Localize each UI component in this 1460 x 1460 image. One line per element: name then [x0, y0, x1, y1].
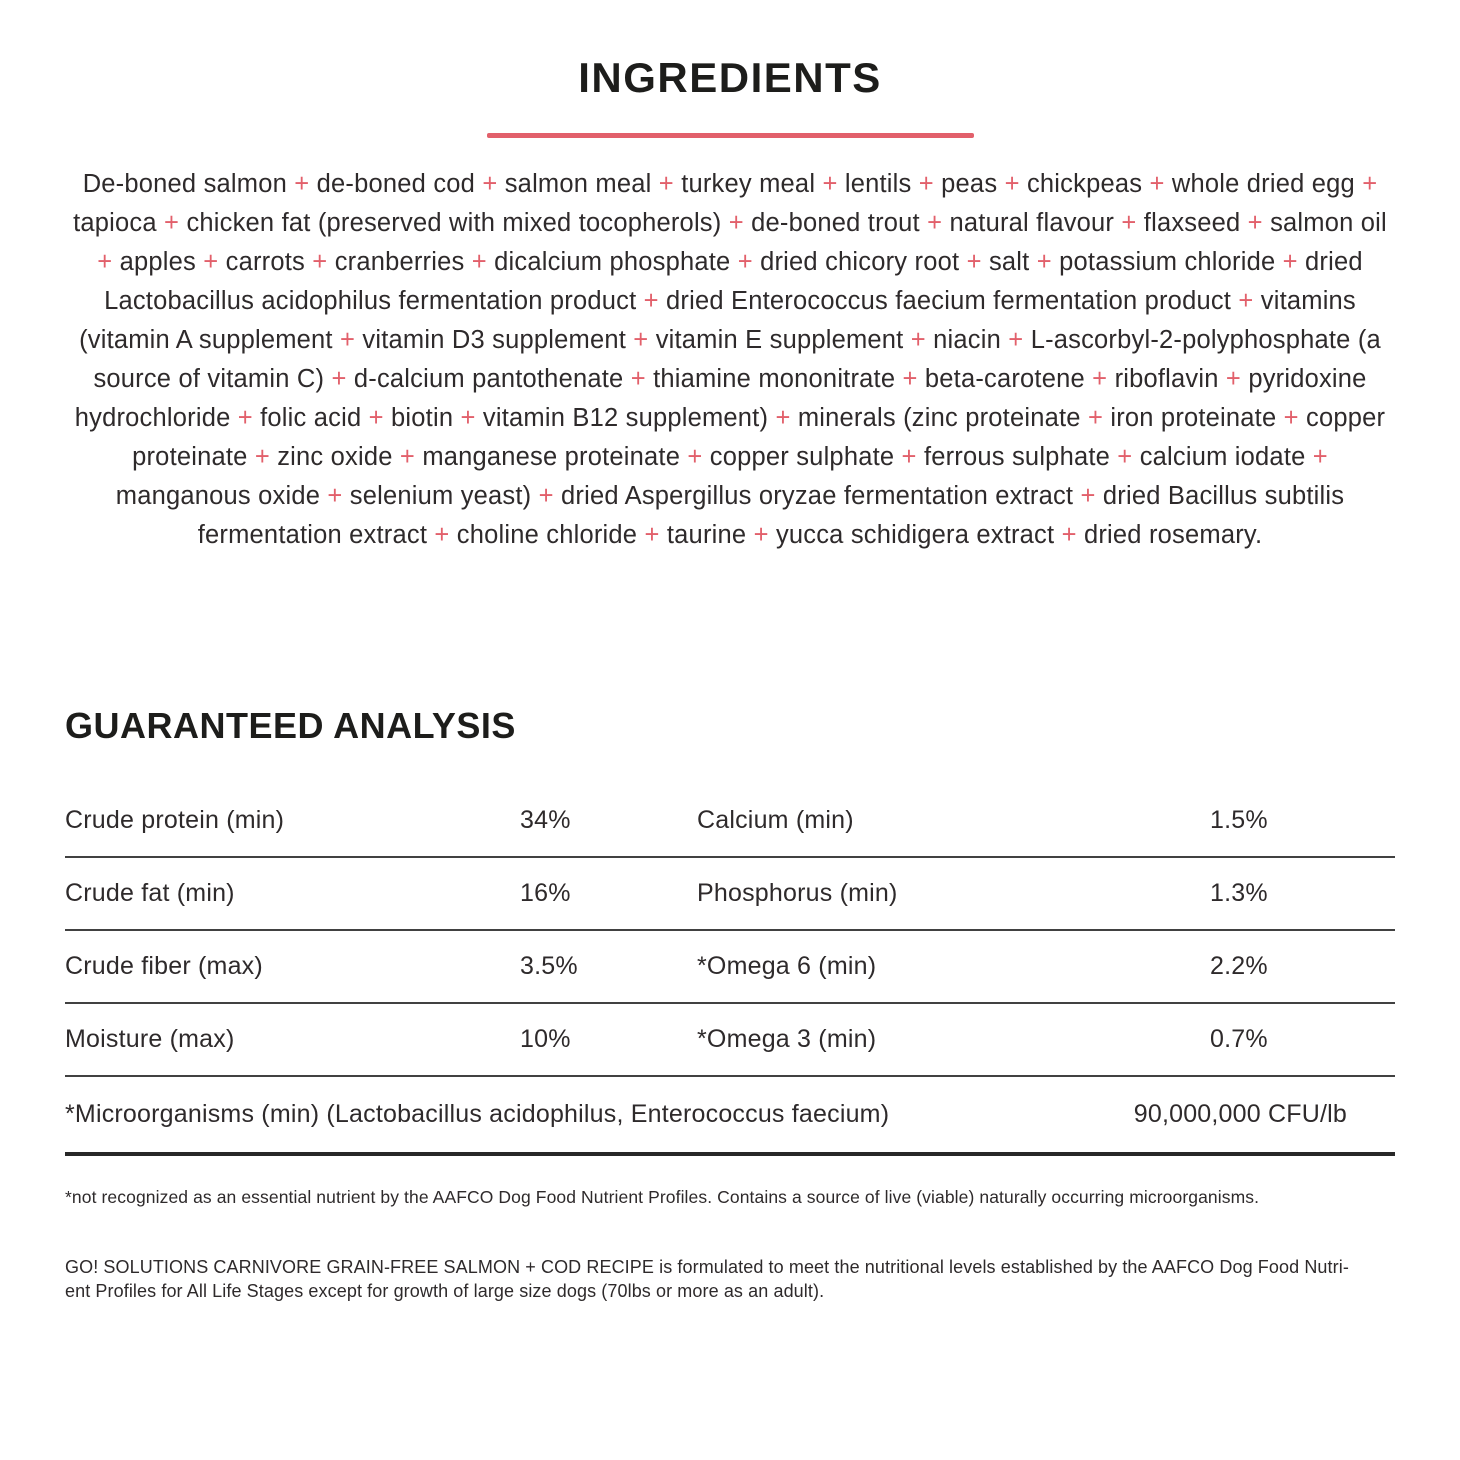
plus-separator: + — [633, 326, 649, 354]
asterisk-footnote: *not recognized as an essential nutrient by the AAFCO Dog Food Nutrient Profiles. Contains a source of live (viable) naturally occurring microorganisms. — [65, 1187, 1260, 1207]
aafco-statement — [65, 1255, 1395, 1303]
plus-separator: + — [1080, 482, 1096, 510]
plus-separator: + — [1008, 326, 1024, 354]
analysis-row-protein-calcium — [65, 785, 1395, 858]
ingredient-item: chickpeas — [1026, 170, 1143, 198]
nutrient-label: Crude protein (min) — [65, 806, 285, 834]
plus-separator: + — [1117, 443, 1133, 471]
plus-separator: + — [1238, 287, 1254, 315]
plus-separator: + — [918, 170, 934, 198]
plus-separator: + — [902, 365, 918, 393]
ingredient-item: minerals (zinc proteinate — [797, 404, 1081, 432]
ingredients-paragraph — [69, 165, 1391, 555]
ingredient-item: de-boned trout — [751, 209, 920, 237]
plus-separator: + — [1283, 404, 1299, 432]
ingredient-item: biotin — [391, 404, 454, 432]
ingredient-item: vitamin B12 supplement) — [482, 404, 769, 432]
guaranteed-analysis-table — [65, 785, 1395, 1156]
analysis-row-fiber-omega6 — [65, 931, 1395, 1004]
plus-separator: + — [399, 443, 416, 471]
nutrient-label: Crude fiber (max) — [65, 952, 263, 980]
ingredient-item: de-boned cod — [316, 170, 476, 198]
ingredient-item: choline chloride — [456, 521, 638, 549]
ingredient-item: turkey meal — [681, 170, 816, 198]
ingredient-item: vitamin E supplement — [655, 326, 904, 354]
ingredient-item: manganese proteinate — [422, 443, 681, 471]
ingredients-underline-rule — [487, 133, 974, 138]
plus-separator: + — [1282, 248, 1298, 276]
plus-separator: + — [1061, 521, 1077, 549]
ingredient-item: vitamins (vitamin A supplement — [79, 287, 1356, 354]
nutrient-value: 1.3% — [1210, 879, 1268, 907]
ingredient-item: cranberries — [334, 248, 465, 276]
plus-separator: + — [1121, 209, 1137, 237]
ingredient-item: salt — [988, 248, 1030, 276]
plus-separator: + — [97, 248, 113, 276]
plus-separator: + — [1362, 170, 1378, 198]
plus-separator: + — [927, 209, 943, 237]
nutrient-value: 2.2% — [1210, 952, 1268, 980]
ingredient-item: dried chicory root — [760, 248, 960, 276]
plus-separator: + — [910, 326, 926, 354]
plus-separator: + — [966, 248, 982, 276]
plus-separator: + — [1004, 170, 1020, 198]
ingredient-item: taurine — [666, 521, 747, 549]
ingredient-item: flaxseed — [1143, 209, 1241, 237]
plus-separator: + — [644, 521, 660, 549]
analysis-row-fat-phosphorus — [65, 858, 1395, 931]
plus-separator: + — [1312, 443, 1328, 471]
analysis-row-microorganisms — [65, 1077, 1395, 1156]
ingredient-item: apples — [119, 248, 196, 276]
nutrient-label: Phosphorus (min) — [697, 879, 898, 907]
plus-separator: + — [254, 443, 270, 471]
analysis-row-moisture-omega3 — [65, 1004, 1395, 1077]
ingredient-item: beta-carotene — [924, 365, 1085, 393]
ingredient-item: chicken fat (preserved with mixed tocopherols) — [186, 209, 722, 237]
aafco-statement-line2: ent Profiles for All Life Stages except for growth of large size dogs (70lbs or more as an adult). — [65, 1281, 825, 1301]
ingredient-item: copper proteinate — [132, 404, 1386, 471]
plus-separator: + — [312, 248, 328, 276]
ingredient-item: dried Bacillus subtilis fermentation extract — [197, 482, 1345, 549]
ingredient-item: dried Enterococcus faecium fermentation product — [666, 287, 1232, 315]
ingredient-item: De-boned salmon — [82, 170, 287, 198]
ingredient-item: zinc oxide — [277, 443, 393, 471]
nutrient-value: 90,000,000 CFU/lb — [1133, 1100, 1347, 1128]
ingredient-item: natural flavour — [949, 209, 1115, 237]
guaranteed-analysis-title: GUARANTEED ANALYSIS — [65, 705, 516, 746]
nutrient-label: *Omega 3 (min) — [697, 1025, 877, 1053]
plus-separator: + — [630, 365, 646, 393]
plus-separator: + — [737, 248, 753, 276]
ingredient-item: yucca schidigera extract — [775, 521, 1055, 549]
ingredient-item: d-calcium pantothenate — [353, 365, 624, 393]
plus-separator: + — [643, 287, 659, 315]
plus-separator: + — [460, 404, 476, 432]
ingredient-item: lentils — [844, 170, 912, 198]
plus-separator: + — [687, 443, 703, 471]
ingredient-item: dried Lactobacillus acidophilus fermentation product — [104, 248, 1363, 315]
ingredient-item: calcium iodate — [1139, 443, 1306, 471]
nutrient-label: Calcium (min) — [697, 806, 854, 834]
ingredient-item: vitamin D3 supplement — [362, 326, 626, 354]
plus-separator: + — [482, 170, 498, 198]
plus-separator: + — [237, 404, 253, 432]
ingredients-title: INGREDIENTS — [578, 54, 882, 101]
plus-separator: + — [901, 443, 917, 471]
ingredient-item: salmon oil — [1270, 209, 1387, 237]
ingredient-item: pyridoxine hydrochloride — [74, 365, 1367, 432]
ingredient-item: riboflavin — [1114, 365, 1219, 393]
ingredient-item: salmon meal — [504, 170, 652, 198]
ingredient-item: dicalcium phosphate — [494, 248, 731, 276]
plus-separator: + — [1225, 365, 1242, 393]
plus-separator: + — [434, 521, 450, 549]
plus-separator: + — [327, 482, 343, 510]
nutrient-value: 16% — [520, 879, 571, 907]
plus-separator: + — [1149, 170, 1165, 198]
plus-separator: + — [1036, 248, 1052, 276]
ingredient-item: dried rosemary. — [1083, 521, 1263, 549]
plus-separator: + — [822, 170, 838, 198]
plus-separator: + — [368, 404, 384, 432]
nutrient-label: *Microorganisms (min) (Lactobacillus acidophilus, Enterococcus faecium) — [65, 1100, 890, 1128]
nutrient-label: *Omega 6 (min) — [697, 952, 877, 980]
plus-separator: + — [1087, 404, 1104, 432]
aafco-statement-line1: GO! SOLUTIONS CARNIVORE GRAIN-FREE SALMON + COD RECIPE is formulated to meet the nutritional levels established by the AAFCO Dog Food Nutri- — [65, 1257, 1349, 1277]
ingredient-item: selenium yeast) — [349, 482, 532, 510]
plus-separator: + — [753, 521, 769, 549]
ingredient-item: dried Aspergillus oryzae fermentation extract — [561, 482, 1074, 510]
ingredient-item: ferrous sulphate — [923, 443, 1110, 471]
nutrient-value: 10% — [520, 1025, 571, 1053]
ingredient-item: peas — [941, 170, 998, 198]
nutrient-value: 1.5% — [1210, 806, 1268, 834]
plus-separator: + — [331, 365, 347, 393]
plus-separator: + — [1092, 365, 1108, 393]
plus-separator: + — [775, 404, 791, 432]
ingredient-item: tapioca — [73, 209, 157, 237]
plus-separator: + — [658, 170, 674, 198]
plus-separator: + — [340, 326, 356, 354]
ingredient-item: potassium chloride — [1059, 248, 1276, 276]
ingredient-item: manganous oxide — [115, 482, 321, 510]
nutrient-value: 3.5% — [520, 952, 578, 980]
ingredient-item: folic acid — [260, 404, 362, 432]
plus-separator: + — [728, 209, 744, 237]
ingredient-item: niacin — [933, 326, 1001, 354]
plus-separator: + — [471, 248, 487, 276]
plus-separator: + — [294, 170, 310, 198]
plus-separator: + — [538, 482, 554, 510]
plus-separator: + — [1247, 209, 1263, 237]
ingredient-item: copper sulphate — [709, 443, 895, 471]
ingredient-item: thiamine mononitrate — [653, 365, 896, 393]
nutrient-value: 34% — [520, 806, 571, 834]
plus-separator: + — [164, 209, 180, 237]
ingredient-item: L-ascorbyl-2-polyphosphate (a source of vitamin C) — [93, 326, 1381, 393]
plus-separator: + — [203, 248, 219, 276]
ingredient-item: carrots — [225, 248, 305, 276]
ingredient-item: iron proteinate — [1110, 404, 1277, 432]
nutrient-value: 0.7% — [1210, 1025, 1268, 1053]
nutrient-label: Crude fat (min) — [65, 879, 235, 907]
ingredient-item: whole dried egg — [1171, 170, 1355, 198]
nutrient-label: Moisture (max) — [65, 1025, 235, 1053]
